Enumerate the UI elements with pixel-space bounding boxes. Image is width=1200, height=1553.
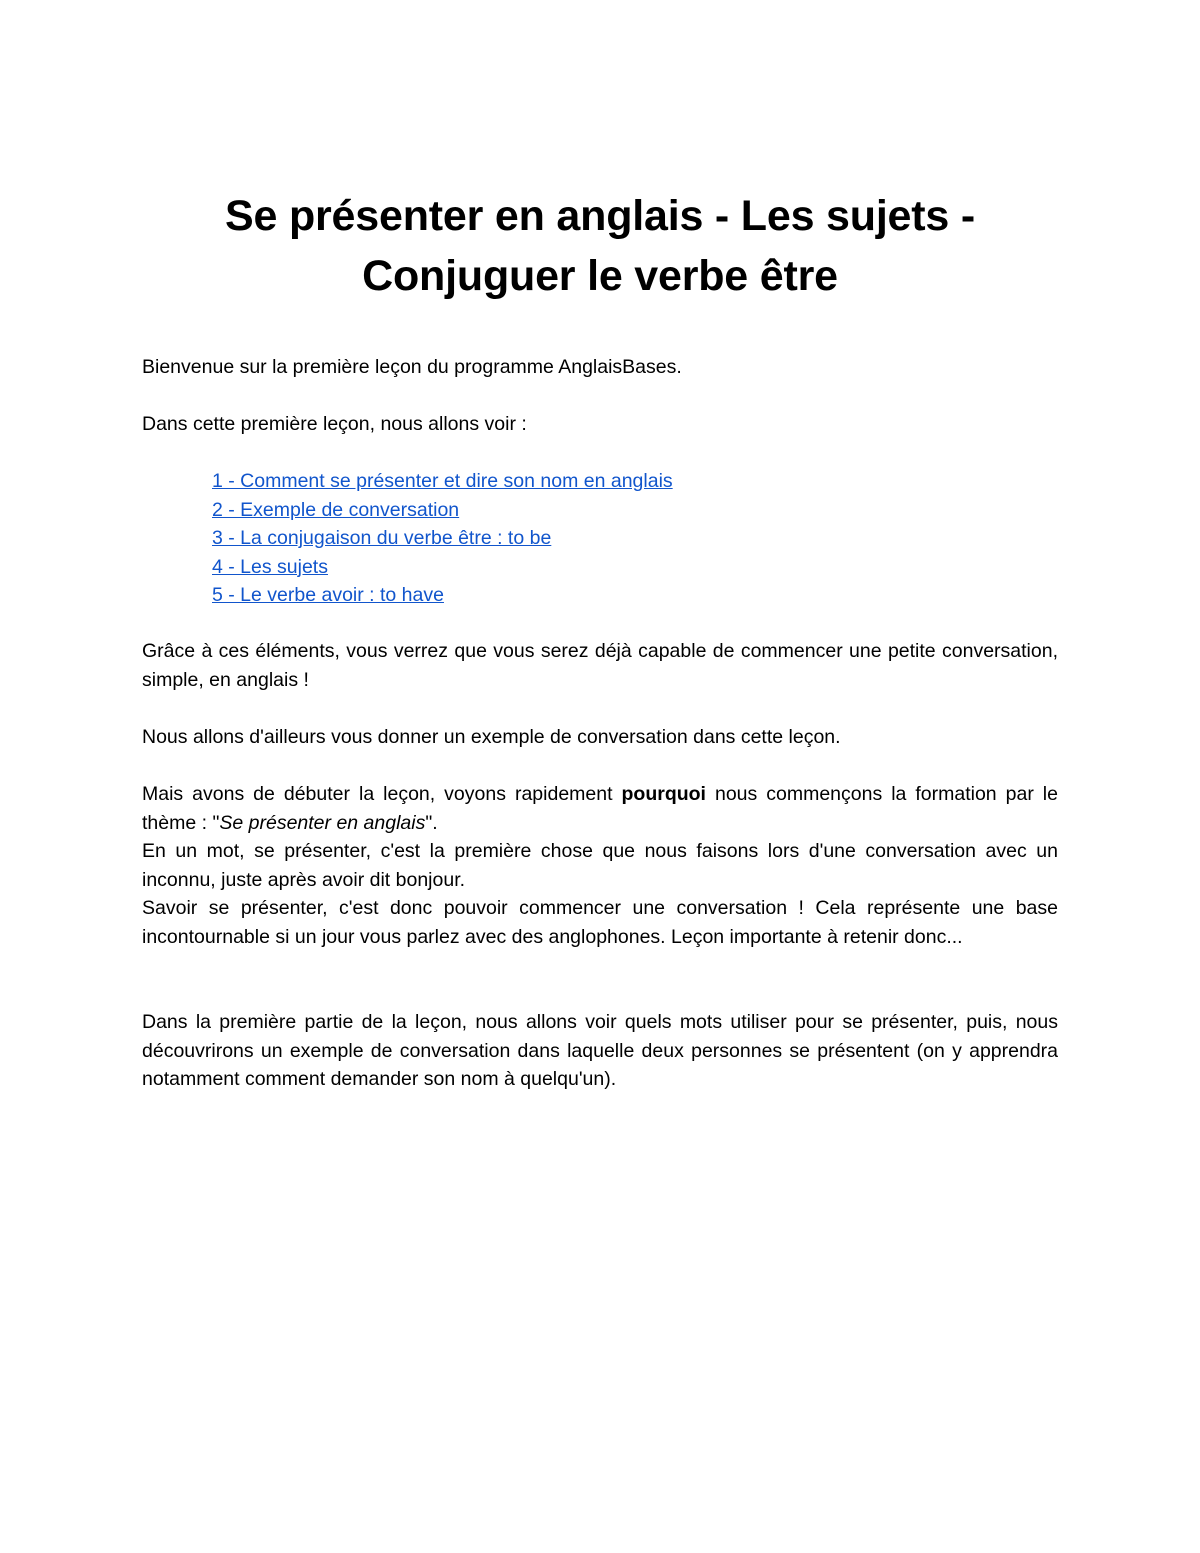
table-of-contents	[212, 467, 673, 610]
toc-item	[212, 467, 673, 496]
document-page	[142, 186, 1058, 1090]
why-text-start: Mais avons de débuter la leçon, voyons rapidement	[142, 783, 622, 805]
why-paragraph	[142, 780, 1058, 837]
welcome-paragraph: Bienvenue sur la première leçon du programme AnglaisBases.	[142, 356, 682, 378]
grace-paragraph: Grâce à ces éléments, vous verrez que vous serez déjà capable de commencer une petite conversation, simple, en anglais !	[142, 640, 1058, 691]
knowing-paragraph: Savoir se présenter, c'est donc pouvoir commencer une conversation ! Cela représente une base incontournable si un jour vous parlez avec des anglophones. Leçon importante à retenir donc...	[142, 897, 1058, 948]
toc-link-4[interactable]: 4 - Les sujets	[212, 555, 328, 578]
toc-item	[212, 524, 673, 553]
intro-paragraph: Dans cette première leçon, nous allons voir :	[142, 413, 527, 435]
first-part-paragraph: Dans la première partie de la leçon, nous allons voir quels mots utiliser pour se présenter, puis, nous découvrirons un exemple de conversation dans laquelle deux personnes se présentent (on y apprendra notamment comment demander son nom à quelqu'un).	[142, 1011, 1058, 1090]
why-section	[142, 780, 1058, 951]
toc-item	[212, 553, 673, 582]
why-text-middle: nous commençons la formation par le thème : "	[142, 783, 1058, 834]
toc-link-3[interactable]: 3 - La conjugaison du verbe être : to be	[212, 527, 552, 549]
toc-item	[212, 581, 673, 610]
why-italic-theme: Se présenter en anglais	[219, 811, 426, 834]
example-paragraph: Nous allons d'ailleurs vous donner un exemple de conversation dans cette leçon.	[142, 726, 841, 748]
title-line-1: Se présenter en anglais - Les sujets -	[225, 192, 975, 240]
toc-link-2[interactable]: 2 - Exemple de conversation	[212, 498, 460, 521]
toc-link-1[interactable]: 1 - Comment se présenter et dire son nom en anglais	[212, 470, 673, 492]
why-bold-word: pourquoi	[621, 783, 706, 805]
toc-item	[212, 496, 673, 525]
why-text-end: ".	[425, 811, 438, 834]
toc-link-5[interactable]: 5 - Le verbe avoir : to have	[212, 584, 444, 606]
page-title	[142, 186, 1058, 306]
title-line-2: Conjuguer le verbe être	[362, 252, 838, 300]
first-thing-paragraph: En un mot, se présenter, c'est la première chose que nous faisons lors d'une conversation avec un inconnu, juste après avoir dit bonjour.	[142, 840, 1058, 891]
